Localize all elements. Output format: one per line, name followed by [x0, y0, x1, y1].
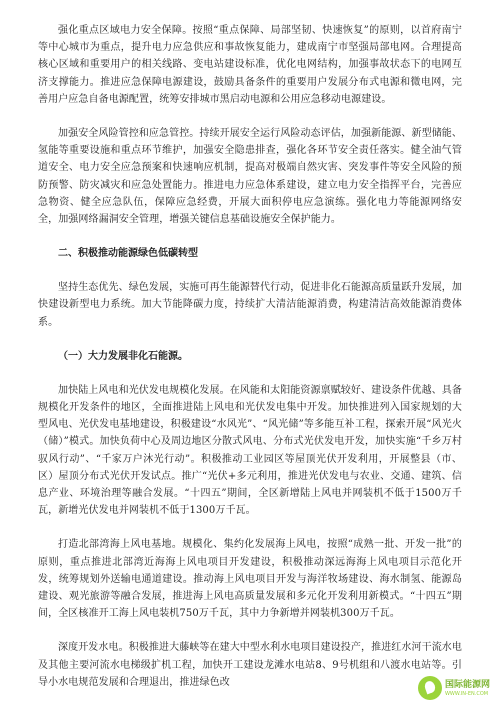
leaf-logo-icon: [418, 676, 442, 700]
spacer: [38, 108, 462, 125]
watermark-name: 国际能源网: [444, 679, 490, 690]
spacer: [38, 228, 462, 245]
paragraph-risk-control: 加强安全风险管控和应急管控。持续开展安全运行风险动态评估，加强新能源、新型储能、氢能等重要设施和重点环节维护，加强安全隐患排查，强化各环节安全责任落实。健全油气管道安全、电力安全应急预案和快速响应机制，提高对极端自然灾害、突发事件等安全风险的预防预警、防灾减灾和应急处置能力。推进电力应急体系建设，建立电力安全指挥平台，完善应急物资、健全应急队伍，保障应急经费，开展大面积停电应急演练。强化电力等能源网络安全，加强网络漏洞安全管理，增强关键信息基础设施安全保护能力。: [38, 128, 462, 226]
spacer: [38, 622, 462, 639]
paragraph-wind-solar: 加快陆上风电和光伏发电规模化发展。在风能和太阳能资源禀赋较好、建设条件优越、具备规模化开发条件的地区，全面推进陆上风电和光伏发电集中开发。加快推进列入国家规划的大型风电、光伏发电基地建设，积极建设“水风光”、“风光储”等多能互补工程，探索开展“风光火（储）”模式。加快负荷中心及周边地区分散式风电、分布式光伏发电开发，加快实施“千乡万村驭风行动”、“千家万户沐光行动”。积极推动工业园区等屋顶光伏开发利用，开展整县（市、区）屋顶分布式光伏开发试点。推广“光伏+多元利用，推进光伏发电与农业、交通、建筑、信息产业、环境治理等融合发展。“十四五”期间，全区新增陆上风电并网装机不低于1500万千瓦，新增光伏发电并网装机不低于1300万千瓦。: [38, 384, 462, 517]
spacer: [38, 519, 462, 536]
watermark-logo: [418, 676, 490, 700]
section-heading: 二、积极推动能源绿色低碳转型: [58, 248, 198, 260]
watermark-url: WWW.IN-EN.COM: [444, 690, 489, 697]
paragraph-power-security: 强化重点区域电力安全保障。按照“重点保障、局部坚韧、快速恢复”的原则，以首府南宁等中心城市为重点，提升电力应急供应和事故恢复能力，建成南宁市坚强局部电网。合理提高核心区域和重要用户的相关线路、变电站建设标准，优化电网结构，加强事故状态下的电网互济支撑能力。推进应急保障电源建设，鼓励具备条件的重要用户发展分布式电源和微电网，完善用户应急自备电源配置，统筹安排城市黑启动电源和公用应急移动电源建设。: [38, 25, 462, 105]
spacer: [38, 262, 462, 279]
subsection-heading: （一）大力发展非化石能源。: [58, 350, 188, 362]
paragraph-green-transition: 坚持生态优先、绿色发展，实施可再生能源替代行动，促进非化石能源高质量跃升发展，加快建设新型电力系统。加大节能降碳力度，持续扩大清洁能源消费，构建清洁高效能源消费体系。: [38, 282, 462, 328]
spacer: [38, 365, 462, 382]
spacer: [38, 331, 462, 348]
paragraph-hydropower: 深度开发水电。积极推进大藤峡等在建大中型水利水电项目建设投产，推进红水河干流水电及其他主要河流水电梯级扩机工程，加快开工建设龙滩水电站8、9号机组和八渡水电站等。引导小水电规范发展和合理退出，推进绿色改: [38, 642, 462, 688]
paragraph-offshore-wind: 打造北部湾海上风电基地。规模化、集约化发展海上风电，按照“成熟一批、开发一批”的原则，重点推进北部湾近海海上风电项目开发建设，积极推动深远海海上风电项目示范化开发，统筹规划外送输电通道建设。推动海上风电项目开发与海洋牧场建设、海水制氢、能源岛建设、观光旅游等融合发展，推进海上风电高质量发展和多元化开发利用新模式。“十四五”期间，全区核准开工海上风电装机750万千瓦，其中力争新增并网装机300万千瓦。: [38, 539, 462, 620]
